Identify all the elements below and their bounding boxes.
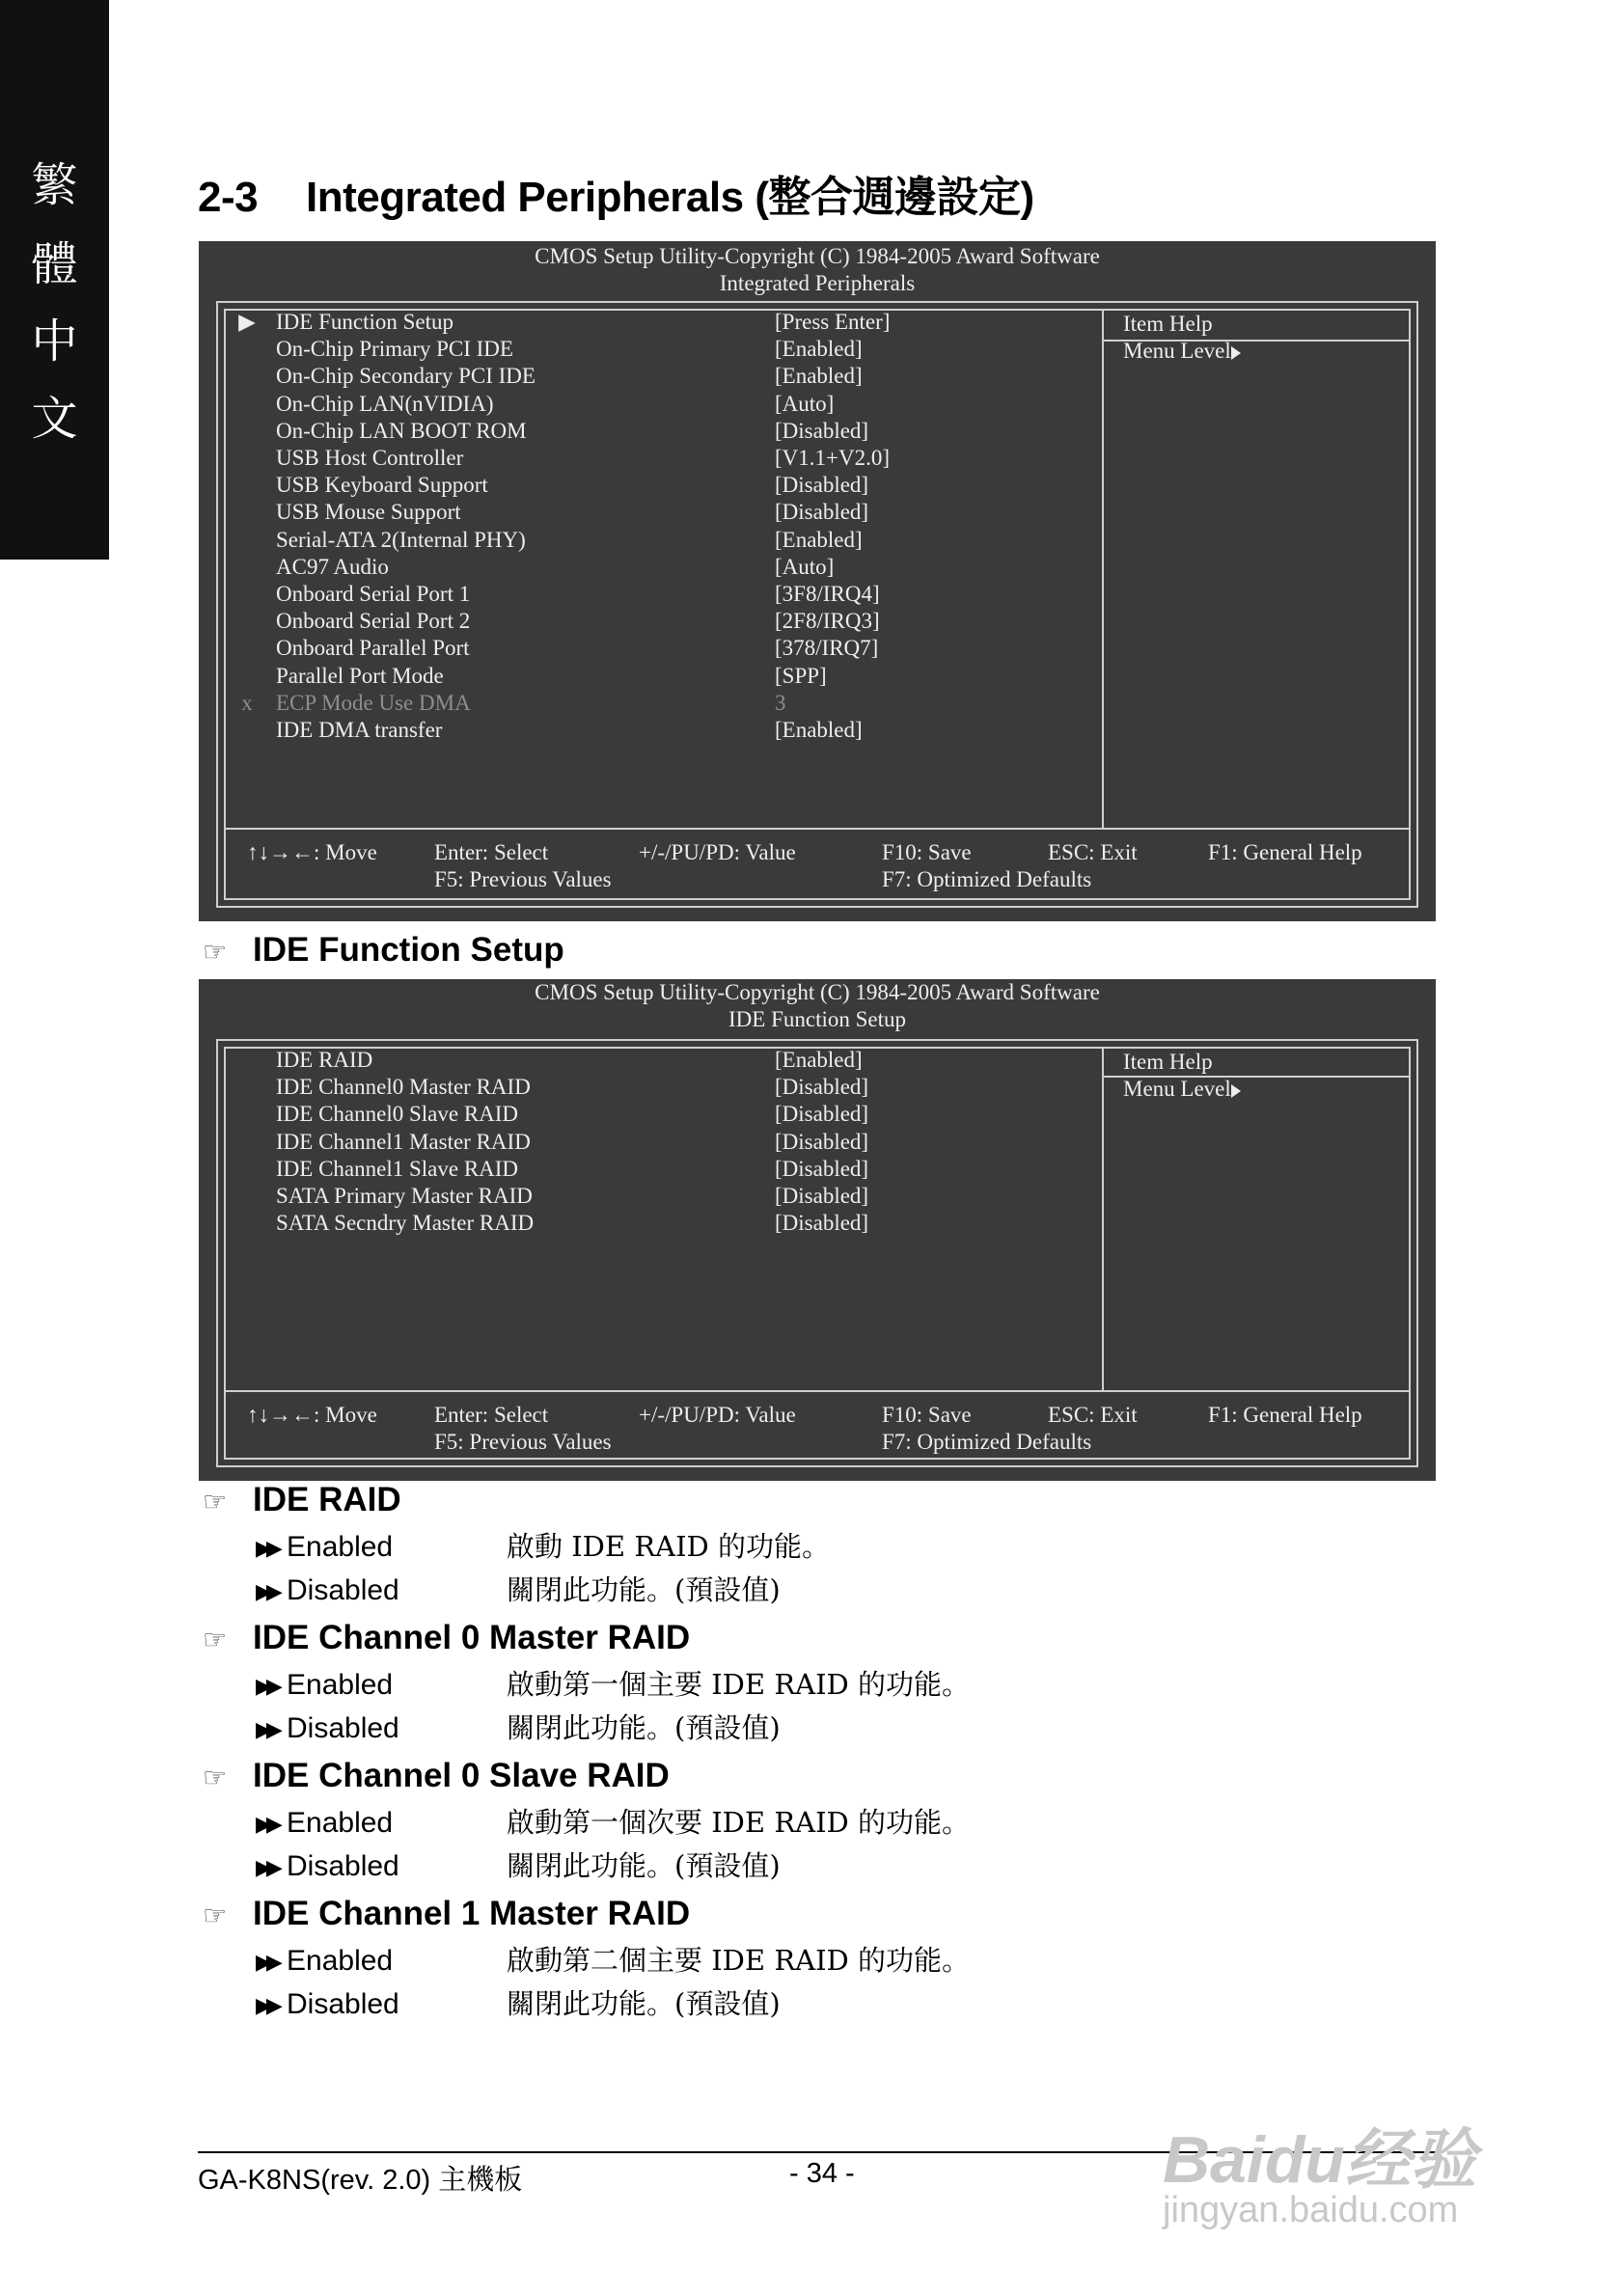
footer-page-number: - 34 - <box>789 2158 855 2189</box>
key-optimized-defaults: F7: Optimized Defaults <box>882 867 1092 891</box>
choice-name: Enabled <box>287 1945 394 1977</box>
bios-item-label: IDE Channel1 Slave RAID <box>276 1156 519 1181</box>
bios-item-value[interactable]: [Auto] <box>775 391 835 416</box>
bios-item-value[interactable]: [Disabled] <box>775 1211 869 1236</box>
bios-screen-integrated-peripherals <box>199 241 1436 921</box>
key-value: +/-/PU/PD: Value <box>639 1403 796 1427</box>
choice-description: 啟動第一個次要 IDE RAID 的功能。 <box>507 1806 971 1839</box>
choice-name: Disabled <box>287 1850 399 1882</box>
option-title: IDE Channel 0 Slave RAID <box>253 1757 670 1794</box>
bios-item-label: Parallel Port Mode <box>276 663 444 688</box>
menu-level-text <box>1123 1076 1241 1103</box>
menu-level-arrow-icon <box>1231 1084 1241 1098</box>
bios-screen-ide-function-setup <box>199 979 1436 1481</box>
option-choice <box>256 1665 970 1704</box>
option-title: IDE Channel 0 Master RAID <box>253 1619 691 1656</box>
choice-description: 關閉此功能。(預設值) <box>507 1849 781 1882</box>
double-arrow-icon: ▶▶ <box>256 1993 277 2018</box>
side-tab-char: 體 <box>31 237 78 291</box>
option-choice <box>256 1527 830 1566</box>
bios-item-label: Onboard Serial Port 2 <box>276 609 471 634</box>
help-divider <box>1102 1047 1104 1390</box>
bios-item-value[interactable]: [378/IRQ7] <box>775 636 879 661</box>
bios-item-value[interactable]: [Enabled] <box>775 1048 863 1072</box>
choice-name: Disabled <box>287 1712 399 1744</box>
choice-description: 關閉此功能。(預設值) <box>507 1711 781 1744</box>
bios-item-label: IDE Channel1 Master RAID <box>276 1129 531 1154</box>
bios-item-label: Serial-ATA 2(Internal PHY) <box>276 527 526 552</box>
double-arrow-icon: ▶▶ <box>256 1536 277 1561</box>
double-arrow-icon: ▶▶ <box>256 1812 277 1837</box>
subsection-heading <box>203 931 564 970</box>
key-exit: ESC: Exit <box>1048 840 1138 864</box>
bios-header-page: IDE Function Setup <box>728 1007 906 1031</box>
pointing-hand-icon: ☞ <box>203 1487 228 1517</box>
bios-item-value[interactable]: [Disabled] <box>775 1102 869 1127</box>
option-heading <box>203 1757 670 1795</box>
double-arrow-icon: ▶▶ <box>256 1579 277 1604</box>
double-arrow-icon: ▶▶ <box>256 1674 277 1699</box>
item-marker: x <box>241 690 253 715</box>
side-tab-char: 中 <box>31 314 78 369</box>
pointing-hand-icon: ☞ <box>203 1763 228 1792</box>
watermark-brand: Baidu经验 <box>1163 2123 1476 2197</box>
key-save: F10: Save <box>882 1403 972 1427</box>
bios-item-label: IDE Function Setup <box>276 310 453 334</box>
key-move: ↑↓→←: Move <box>247 840 377 864</box>
bios-item-label: IDE RAID <box>276 1048 373 1072</box>
keys-divider <box>224 1390 1411 1392</box>
bios-item-label: USB Mouse Support <box>276 500 461 525</box>
bios-header-copyright: CMOS Setup Utility-Copyright (C) 1984-2005 Award Software <box>535 244 1100 268</box>
double-arrow-icon: ▶▶ <box>256 1950 277 1975</box>
bios-item-value[interactable]: 3 <box>775 690 786 715</box>
item-help-title: Item Help <box>1123 1050 1213 1074</box>
bios-item-value[interactable]: [Enabled] <box>775 364 863 389</box>
submenu-arrow-icon: ▶ <box>238 310 256 334</box>
key-previous-values: F5: Previous Values <box>434 867 612 891</box>
bios-item-label: On-Chip Primary PCI IDE <box>276 337 513 362</box>
key-general-help: F1: General Help <box>1208 1403 1362 1427</box>
key-move: ↑↓→←: Move <box>247 1403 377 1427</box>
option-title: IDE Channel 1 Master RAID <box>253 1895 691 1932</box>
double-arrow-icon: ▶▶ <box>256 1855 277 1880</box>
side-tab-char: 繁 <box>31 158 78 212</box>
bios-item-value[interactable]: [Disabled] <box>775 473 869 498</box>
bios-item-value[interactable]: [Disabled] <box>775 500 869 525</box>
keys-divider <box>224 828 1411 830</box>
bios-item-value[interactable]: [Disabled] <box>775 1075 869 1100</box>
option-choice <box>256 1803 970 1842</box>
bios-item-label: IDE DMA transfer <box>276 718 443 742</box>
bios-item-label: On-Chip Secondary PCI IDE <box>276 364 536 389</box>
option-heading <box>203 1481 401 1519</box>
choice-name: Disabled <box>287 1988 399 2020</box>
watermark-url: jingyan.baidu.com <box>1163 2190 1459 2230</box>
key-optimized-defaults: F7: Optimized Defaults <box>882 1430 1092 1454</box>
bios-item-value[interactable]: [V1.1+V2.0] <box>775 446 891 470</box>
choice-name: Enabled <box>287 1669 394 1701</box>
bios-item-label: Onboard Parallel Port <box>276 636 470 661</box>
bios-item-value[interactable]: [Disabled] <box>775 1184 869 1208</box>
bios-item-label: USB Host Controller <box>276 446 464 470</box>
menu-level-label: Menu Level <box>1123 339 1231 363</box>
bios-item-label: AC97 Audio <box>276 554 389 579</box>
key-value: +/-/PU/PD: Value <box>639 840 796 864</box>
bios-item-label: SATA Secndry Master RAID <box>276 1211 535 1236</box>
pointing-hand-icon: ☞ <box>203 1900 228 1930</box>
bios-item-label: On-Chip LAN(nVIDIA) <box>276 391 494 416</box>
option-choice <box>256 1984 781 2023</box>
help-divider <box>1102 309 1104 828</box>
bios-item-label: ECP Mode Use DMA <box>276 690 471 715</box>
double-arrow-icon: ▶▶ <box>256 1717 277 1742</box>
bios-item-value[interactable]: [Enabled] <box>775 337 863 362</box>
footer-model: GA-K8NS(rev. 2.0) 主機板 <box>198 2165 523 2196</box>
bios-item-value[interactable]: [3F8/IRQ4] <box>775 582 880 606</box>
bios-item-value[interactable]: [Disabled] <box>775 1156 869 1181</box>
option-choice <box>256 1571 781 1609</box>
section-title <box>198 162 1034 224</box>
choice-description: 啟動第二個主要 IDE RAID 的功能。 <box>507 1944 971 1977</box>
key-general-help: F1: General Help <box>1208 840 1362 864</box>
choice-description: 關閉此功能。(預設值) <box>507 1573 781 1606</box>
section-number: 2-3 <box>198 174 259 221</box>
key-select: Enter: Select <box>434 840 549 864</box>
key-exit: ESC: Exit <box>1048 1403 1138 1427</box>
menu-level-label: Menu Level <box>1123 1077 1231 1101</box>
bios-item-label: IDE Channel0 Master RAID <box>276 1075 531 1100</box>
key-save: F10: Save <box>882 840 972 864</box>
bios-item-value[interactable]: [SPP] <box>775 663 827 688</box>
choice-name: Disabled <box>287 1574 399 1606</box>
bios-item-label: On-Chip LAN BOOT ROM <box>276 418 527 443</box>
choice-name: Enabled <box>287 1807 394 1839</box>
bios-item-value[interactable]: [Auto] <box>775 554 835 579</box>
bios-item-value[interactable]: [Disabled] <box>775 418 869 443</box>
menu-level-text <box>1123 338 1241 365</box>
choice-description: 啟動 IDE RAID 的功能。 <box>507 1530 831 1563</box>
section-title-text: Integrated Peripherals (整合週邊設定) <box>306 174 1034 221</box>
side-tab-char: 文 <box>31 392 78 446</box>
item-help-title: Item Help <box>1123 312 1213 336</box>
bios-item-value[interactable]: [Disabled] <box>775 1129 869 1154</box>
option-title: IDE RAID <box>253 1481 401 1518</box>
bios-item-label: SATA Primary Master RAID <box>276 1184 533 1208</box>
bios-header-page: Integrated Peripherals <box>719 271 916 295</box>
option-choice <box>256 1708 781 1747</box>
bios-item-value[interactable]: [Press Enter] <box>775 310 891 334</box>
bios-item-label: USB Keyboard Support <box>276 473 488 498</box>
key-previous-values: F5: Previous Values <box>434 1430 612 1454</box>
bios-item-label: Onboard Serial Port 1 <box>276 582 471 606</box>
key-select: Enter: Select <box>434 1403 549 1427</box>
bios-item-label: IDE Channel0 Slave RAID <box>276 1102 519 1127</box>
choice-description: 關閉此功能。(預設值) <box>507 1987 781 2020</box>
choice-name: Enabled <box>287 1531 394 1563</box>
option-heading <box>203 1619 690 1657</box>
choice-description: 啟動第一個主要 IDE RAID 的功能。 <box>507 1668 971 1701</box>
menu-level-arrow-icon <box>1231 346 1241 360</box>
option-choice <box>256 1941 970 1980</box>
pointing-hand-icon: ☞ <box>203 937 228 967</box>
bios-header-copyright: CMOS Setup Utility-Copyright (C) 1984-2005 Award Software <box>535 980 1100 1004</box>
bios-frame <box>216 1039 1418 1467</box>
bios-item-value[interactable]: [Enabled] <box>775 718 863 742</box>
side-language-tab <box>0 0 109 560</box>
bios-item-value[interactable]: [2F8/IRQ3] <box>775 609 880 634</box>
subsection-title: IDE Function Setup <box>253 931 564 969</box>
bios-item-value[interactable]: [Enabled] <box>775 527 863 552</box>
pointing-hand-icon: ☞ <box>203 1625 228 1654</box>
option-choice <box>256 1846 781 1885</box>
bios-frame <box>216 301 1418 908</box>
option-heading <box>203 1895 690 1933</box>
